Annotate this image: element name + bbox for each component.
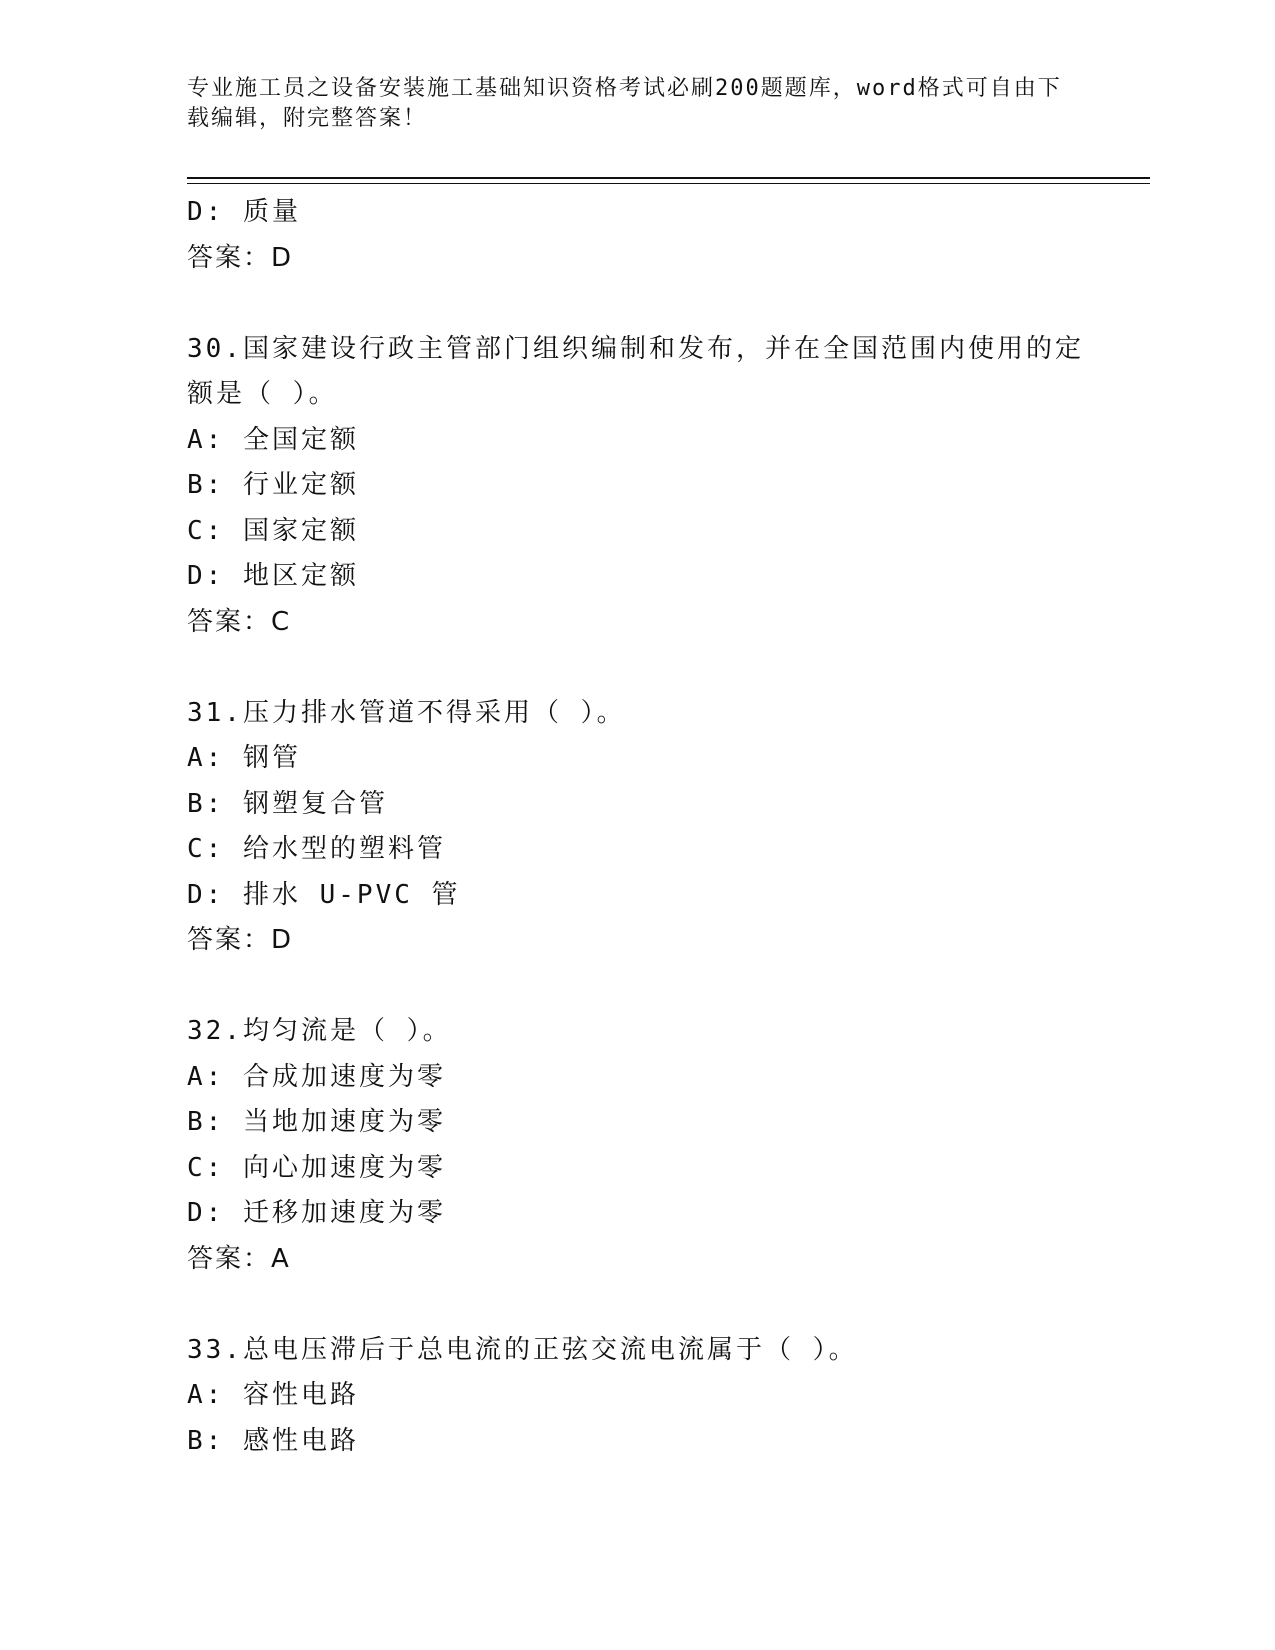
option-d: D: 质量 [187,197,301,227]
option-d: D: 地区定额 [187,561,359,591]
question-stem-continued: 额是（ ）。 [187,379,338,409]
option-c: C: 国家定额 [187,515,359,546]
option-a: A: 全国定额 [187,424,359,455]
question-32 [187,1009,1087,1282]
answer: 答案：A [187,1243,291,1274]
option-b: B: 当地加速度为零 [187,1107,446,1137]
option-c: C: 向心加速度为零 [187,1152,446,1183]
answer: 答案：D [187,925,294,955]
spacer [187,1282,1087,1328]
question-stem: 33.总电压滞后于总电流的正弦交流电流属于（ ）。 [187,1334,858,1365]
option-b: B: 感性电路 [187,1425,359,1456]
option-a: A: 合成加速度为零 [187,1061,446,1092]
option-d: D: 排水 U-PVC 管 [187,879,461,910]
question-30 [187,327,1087,646]
question-33 [187,1328,1087,1465]
spacer [187,281,1087,327]
option-b: B: 钢塑复合管 [187,788,388,819]
answer: 答案：D [187,242,294,273]
question-list [187,190,1087,1464]
question-stem: 30.国家建设行政主管部门组织编制和发布，并在全国范围内使用的定 [187,333,1084,364]
header-divider-thin [187,183,1150,184]
header-divider-thick [187,177,1150,179]
spacer [187,964,1087,1010]
option-a: A: 钢管 [187,743,301,773]
document-title: 专业施工员之设备安装施工基础知识资格考试必刷200题题库，word格式可自由下载编辑，附完整答案！ [187,76,1062,131]
answer: 答案：C [187,606,292,637]
option-b: B: 行业定额 [187,470,359,500]
option-d: D: 迁移加速度为零 [187,1198,446,1228]
option-a: A: 容性电路 [187,1380,359,1410]
spacer [187,645,1087,691]
question-stem: 31.压力排水管道不得采用（ ）。 [187,697,626,728]
question-31 [187,691,1087,964]
question-stem: 32.均匀流是（ ）。 [187,1016,452,1046]
option-c: C: 给水型的塑料管 [187,834,446,864]
document-header [187,74,1067,134]
